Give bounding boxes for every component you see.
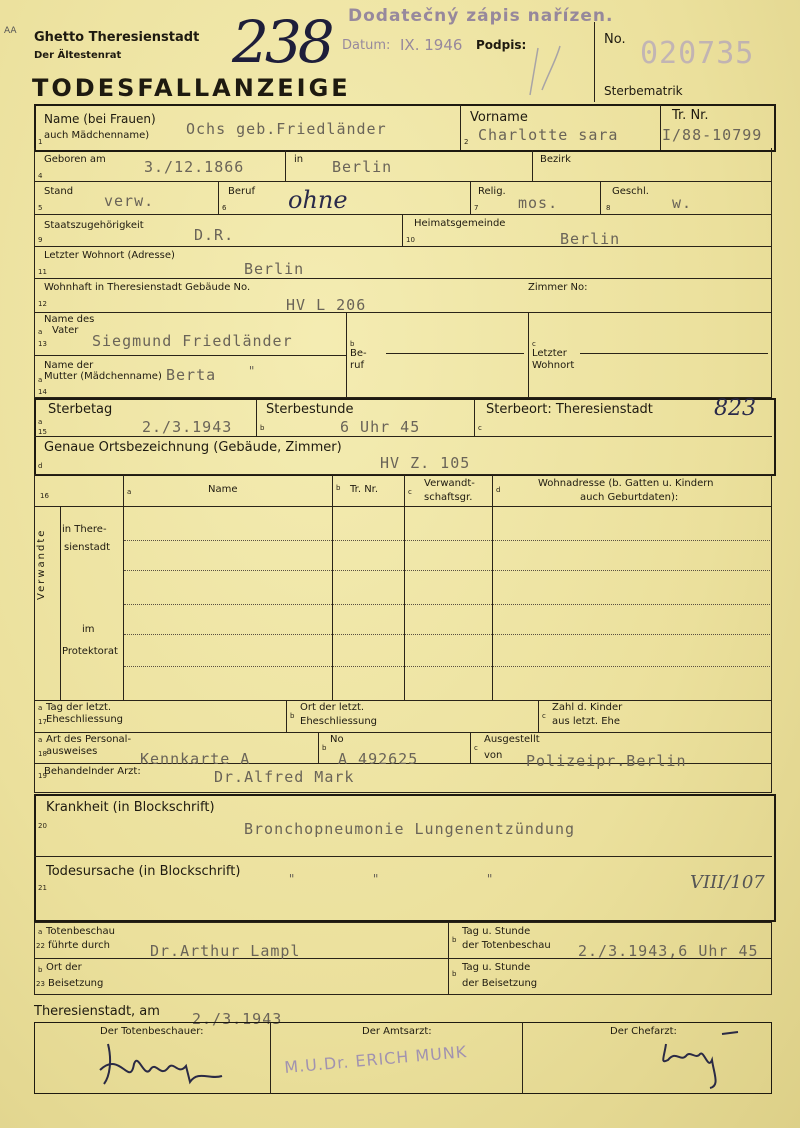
- krankheit-label: Krankheit (in Blockschrift): [46, 800, 215, 815]
- wohnort-label: Letzter Wohnort (Adresse): [44, 250, 175, 261]
- col-wohn-header2: auch Geburtdaten):: [580, 492, 679, 503]
- col-name-header: Name: [208, 484, 238, 495]
- registration-stamp: Dodatečný zápis nařízen.: [348, 6, 614, 26]
- header-scribble: [520, 40, 580, 100]
- totenbeschau-label1: Totenbeschau: [46, 926, 115, 937]
- parent-wohnort-label1: Letzter: [532, 348, 567, 359]
- relatives-side-label: Verwandte: [36, 528, 47, 600]
- ursache-ditto3: ": [486, 872, 495, 886]
- in-there-label2: sienstadt: [64, 542, 111, 553]
- geboren-label: Geboren am: [44, 154, 106, 165]
- place-label: Theresienstadt, am: [34, 1004, 160, 1019]
- col-wohn-header1: Wohnadresse (b. Gatten u. Kindern: [538, 478, 714, 489]
- org-line2: Der Ältestenrat: [34, 50, 122, 61]
- name-sublabel: auch Mädchenname): [44, 130, 150, 141]
- marriage-tag-label1: Tag der letzt.: [46, 702, 112, 713]
- ausweis-no-label: No: [330, 734, 344, 745]
- ort-value: HV Z. 105: [380, 454, 471, 472]
- stand-label: Stand: [44, 186, 74, 197]
- sterbetag-label: Sterbetag: [48, 402, 113, 417]
- totenbeschauer-sig-label: Der Totenbeschauer:: [100, 1026, 204, 1037]
- ausweis-label1: Art des Personal-: [46, 734, 132, 745]
- kinder-label1: Zahl d. Kinder: [552, 702, 623, 713]
- trnr-value: I/88-10799: [662, 126, 763, 144]
- sterbestunde-value: 6 Uhr 45: [340, 418, 421, 436]
- amtsarzt-sig-label: Der Amtsarzt:: [362, 1026, 432, 1037]
- ursache-ditto2: ": [372, 872, 381, 886]
- document-title: TODESFALLANZEIGE: [32, 74, 351, 102]
- in-there-label1: in There-: [62, 524, 107, 535]
- vater-label2: Vater: [52, 325, 79, 336]
- ausweis-label2: ausweises: [46, 746, 98, 757]
- sterbeort-label: Sterbeort: Theresienstadt: [486, 402, 653, 417]
- no-label: No.: [604, 32, 626, 47]
- ausgestellt-label2: von: [484, 750, 503, 761]
- marriage-ort-label1: Ort der letzt.: [300, 702, 365, 713]
- beschau-tag-label1: Tag u. Stunde: [462, 926, 531, 937]
- stamp-datum-value: IX. 1946: [400, 36, 463, 54]
- geschl-value: w.: [672, 194, 693, 212]
- marriage-ort-label2: Eheschliessung: [300, 716, 378, 727]
- org-line1: Ghetto Theresienstadt: [34, 30, 200, 45]
- register-number-stamp: 020735: [640, 36, 755, 71]
- stamp-datum-label: Datum:: [342, 38, 391, 53]
- totenbeschau-value: Dr.Arthur Lampl: [150, 942, 301, 960]
- mutter-value: Berta: [166, 366, 217, 384]
- col-verw-header1: Verwandt-: [424, 478, 475, 489]
- margin-mark: AA: [4, 26, 17, 36]
- totenbeschauer-signature: [90, 1030, 230, 1092]
- stand-value: verw.: [104, 192, 155, 210]
- arzt-label: Behandelnder Arzt:: [44, 766, 141, 777]
- wohnort-value: Berlin: [244, 260, 305, 278]
- ursache-ditto1: ": [288, 872, 297, 886]
- vater-value: Siegmund Friedländer: [92, 332, 293, 350]
- arzt-value: Dr.Alfred Mark: [214, 768, 355, 786]
- col-trnr-header: Tr. Nr.: [350, 484, 379, 495]
- vater-label1: Name des: [44, 314, 95, 325]
- ausweis-no-value: A 492625: [338, 750, 419, 768]
- sterbestunde-label: Sterbestunde: [266, 402, 354, 417]
- death-notice-page: AA Ghetto Theresienstadt Der Ältestenrat TODESFALLANZEIGE 238 Dodatečný zápis nařízen. Datum: IX. 1946 Podpis: No. 020735 Sterbematrik Name (bei Frauen) 1 auch Mädchenname) Ochs geb.Friedländer Vorname 2 Charlotte sara Tr. Nr. I/88-10799 Geboren am 4 3./12.1866 in Berlin Bezirk Stand 5 verw. Beruf 6 ohne Relig. 7 mos. Geschl. 8 w. Staatszugehörigkeit 9 D.R. Heimatsgemeinde 10 Berlin Letzter Wohnort (Adresse) 11 Berlin Wohnhaft in Theresienstadt Gebäude No. 12 HV L 206 Zimmer No: Name des Vater a 13 Siegmund Friedländer b Be- ruf c Letzter Wohnort Name der a Mutter (Mädchenname) Berta " 14 Sterbetag a 15 2./3.1943 Sterbestunde b 6 Uhr 45 Sterbeort: Theresienstadt c 823 Genaue Ortsbezeichnung (Gebäude, Zimmer) d HV Z. 105 16 a Name b Tr. Nr. c Verwandt- schaftsgr. d Wohnadresse (b. Gatten u. Kindern auch Geburtdaten): in There- sienstadt Verwandte im Protektorat a Tag der letzt. 17 Eheschliessung Ort der letzt. b Eheschliessung Zahl d. Kinder c aus letzt. Ehe a Art des Personal- 18 ausweises Kennkarte A No b A 492625 Ausgestellt c von Polizeipr.Berlin 19 Behandelnder Arzt: Dr.Alfred Mark Krankheit (in Blockschrift) 20 Bronchopneumonie Lungenentzündung Todesursache (in Blockschrift) 21 " " " VIII/107 a Totenbeschau 22 führte durch Dr.Arthur Lampl b Tag u. Stunde der Totenbeschau 2./3.1943,6 Uhr 45 b Ort der 23 Beisetzung b Tag u. Stunde der Beisetzung Theresienstadt, am 2./3.1943 Der Totenbeschauer: Der Amtsarzt: Der Chefarzt: M.U.Dr. ERICH MUNK: [0, 0, 800, 1128]
- col-verw-header2: schaftsgr.: [424, 492, 473, 503]
- sterbematrik-label: Sterbematrik: [604, 84, 683, 98]
- heimat-value: Berlin: [560, 230, 621, 248]
- mutter-label1: Name der: [44, 360, 94, 371]
- trnr-label: Tr. Nr.: [672, 108, 709, 123]
- amtsarzt-stamp: M.U.Dr. ERICH MUNK: [283, 1042, 468, 1077]
- vorname-label: Vorname: [470, 110, 528, 125]
- staat-label: Staatszugehörigkeit: [44, 220, 144, 231]
- name-label: Name (bei Frauen): [44, 112, 156, 126]
- in-value: Berlin: [332, 158, 393, 176]
- sterbeort-hand-number: 823: [714, 396, 756, 421]
- geboren-value: 3./12.1866: [144, 158, 245, 176]
- sterbetag-value: 2./3.1943: [142, 418, 233, 436]
- beruf-value: ohne: [288, 186, 348, 214]
- beschau-tag-label2: der Totenbeschau: [462, 940, 551, 951]
- bezirk-label: Bezirk: [540, 154, 571, 165]
- marriage-tag-label2: Eheschliessung: [46, 714, 124, 725]
- kinder-label2: aus letzt. Ehe: [552, 716, 621, 727]
- wohnhaft-value: HV L 206: [286, 296, 367, 314]
- mutter-label2: Mutter (Mädchenname): [44, 371, 162, 382]
- ausgestellt-label1: Ausgestellt: [484, 734, 540, 745]
- heimat-label: Heimatsgemeinde: [414, 218, 506, 229]
- place-value: 2./3.1943: [192, 1010, 283, 1028]
- beisetzung-tag-label1: Tag u. Stunde: [462, 962, 531, 973]
- ort-label: Genaue Ortsbezeichnung (Gebäude, Zimmer): [44, 440, 342, 455]
- krankheit-value: Bronchopneumonie Lungenentzündung: [244, 820, 576, 838]
- in-label: in: [294, 154, 304, 165]
- stamp-podpis-label: Podpis:: [476, 38, 527, 52]
- parent-beruf-label1: Be-: [350, 348, 367, 359]
- beisetzung-tag-label2: der Beisetzung: [462, 978, 538, 989]
- totenbeschau-label2: führte durch: [48, 940, 110, 951]
- ausgestellt-value: Polizeipr.Berlin: [526, 752, 687, 770]
- beisetzung-ort-label2: Beisetzung: [48, 978, 104, 989]
- mutter-ditto: ": [248, 364, 257, 378]
- beruf-label: Beruf: [228, 186, 255, 197]
- relig-label: Relig.: [478, 186, 506, 197]
- parent-wohnort-label2: Wohnort: [532, 360, 575, 371]
- chefarzt-sig-label: Der Chefarzt:: [610, 1026, 677, 1037]
- disease-hand-mark: VIII/107: [690, 872, 765, 893]
- protektorat-label: Protektorat: [62, 646, 118, 657]
- ursache-label: Todesursache (in Blockschrift): [46, 864, 241, 879]
- relig-value: mos.: [518, 194, 559, 212]
- handwritten-number: 238: [232, 8, 331, 76]
- beisetzung-ort-label1: Ort der: [46, 962, 82, 973]
- chefarzt-signature: [650, 1030, 740, 1090]
- wohnhaft-label: Wohnhaft in Theresienstadt Gebäude No.: [44, 282, 251, 293]
- ausweis-value: Kennkarte A: [140, 750, 251, 768]
- staat-value: D.R.: [194, 226, 235, 244]
- im-label: im: [82, 624, 95, 635]
- name-value: Ochs geb.Friedländer: [186, 120, 387, 138]
- beschau-tag-value: 2./3.1943,6 Uhr 45: [578, 942, 759, 960]
- vorname-value: Charlotte sara: [478, 126, 619, 144]
- parent-beruf-label2: ruf: [350, 360, 364, 371]
- zimmer-label: Zimmer No:: [528, 282, 588, 293]
- geschl-label: Geschl.: [612, 186, 649, 197]
